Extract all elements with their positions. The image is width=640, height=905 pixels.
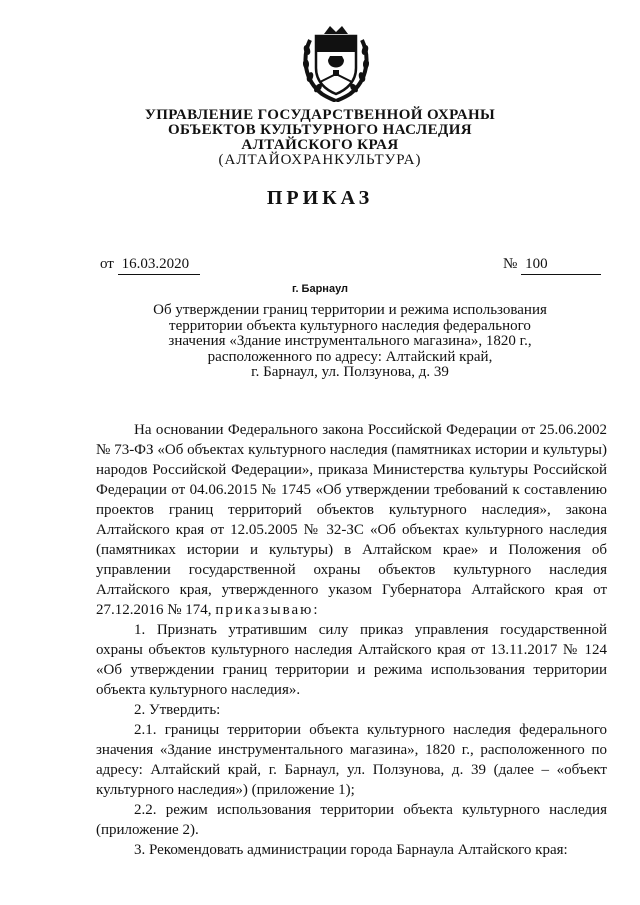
paragraph-item-3: 3. Рекомендовать администрации города Барнаула Алтайского края:	[134, 842, 568, 858]
subject-line-3: значения «Здание инструментального магазина», 1820 г.,	[168, 333, 532, 349]
paragraph-item-2-2: 2.2. режим использования территории объекта культурного наследия (приложение 2).	[96, 802, 607, 838]
number-value: 100	[521, 256, 601, 275]
subject-line-5: г. Барнаул, ул. Ползунова, д. 39	[251, 364, 449, 380]
paragraph-item-1: 1. Признать утратившим силу приказ управления государственной охраны объектов культурного наследия Алтайского края от 13.11.2017 № 124 «Об утверждении границ территории и режима использования территории объекта культурного наследия».	[96, 622, 607, 698]
header-line-2: ОБЪЕКТОВ КУЛЬТУРНОГО НАСЛЕДИЯ	[167, 122, 473, 138]
header-line-4: (АЛТАЙОХРАНКУЛЬТУРА)	[218, 152, 422, 168]
date-prefix: от	[100, 256, 114, 272]
preamble-text: На основании Федерального закона Российской Федерации от 25.06.2002 № 73-ФЗ «Об объектах культурного наследия (памятниках истории и культуры) народов Российской Федерации», приказа Министерства культуры Российской Федерации от 04.06.2015 № 1745 «Об утверждении требований к составлению проектов границ территорий объектов культурного наследия», закона Алтайского края от 12.05.2005 № 32-ЗС «Об объектах культурного наследия (памятниках истории и культуры) в Алтайском крае» и Положения об управлении государственной охраны объектов культурного наследия Алтайского края, утвержденного указом Губернатора Алтайского края от 27.12.2016 № 174,	[96, 422, 607, 618]
paragraph-item-2: 2. Утвердить:	[134, 702, 221, 718]
subject-line-2: территории объекта культурного наследия федерального	[169, 317, 531, 334]
order-date	[100, 256, 200, 275]
agency-header	[0, 108, 640, 168]
header-line-1: УПРАВЛЕНИЕ ГОСУДАРСТВЕННОЙ ОХРАНЫ	[144, 107, 496, 123]
city-label: г. Барнаул	[291, 283, 349, 295]
subject-line-4: расположенного по адресу: Алтайский край,	[207, 348, 493, 365]
coat-of-arms-icon	[300, 22, 372, 102]
paragraph-preamble	[96, 420, 607, 620]
date-value: 16.03.2020	[118, 256, 200, 275]
paragraph-item-2-1: 2.1. границы территории объекта культурного наследия федерального значения «Здание инструментального магазина», 1820 г., расположенного по адресу: Алтайский край, г. Барнаул, ул. Ползунова, д. 39 (далее – «объект культурного наследия») (приложение 1);	[96, 722, 607, 798]
coat-of-arms-emblem	[300, 22, 372, 102]
header-line-3: АЛТАЙСКОГО КРАЯ	[241, 137, 399, 153]
order-body	[96, 420, 607, 860]
order-subject	[100, 303, 600, 381]
number-prefix: №	[503, 256, 518, 272]
subject-line-1: Об утверждении границ территории и режима использования	[153, 302, 547, 318]
order-number	[503, 256, 601, 275]
document-title: ПРИКАЗ	[266, 187, 374, 209]
preamble-order-word: приказываю:	[215, 602, 320, 618]
